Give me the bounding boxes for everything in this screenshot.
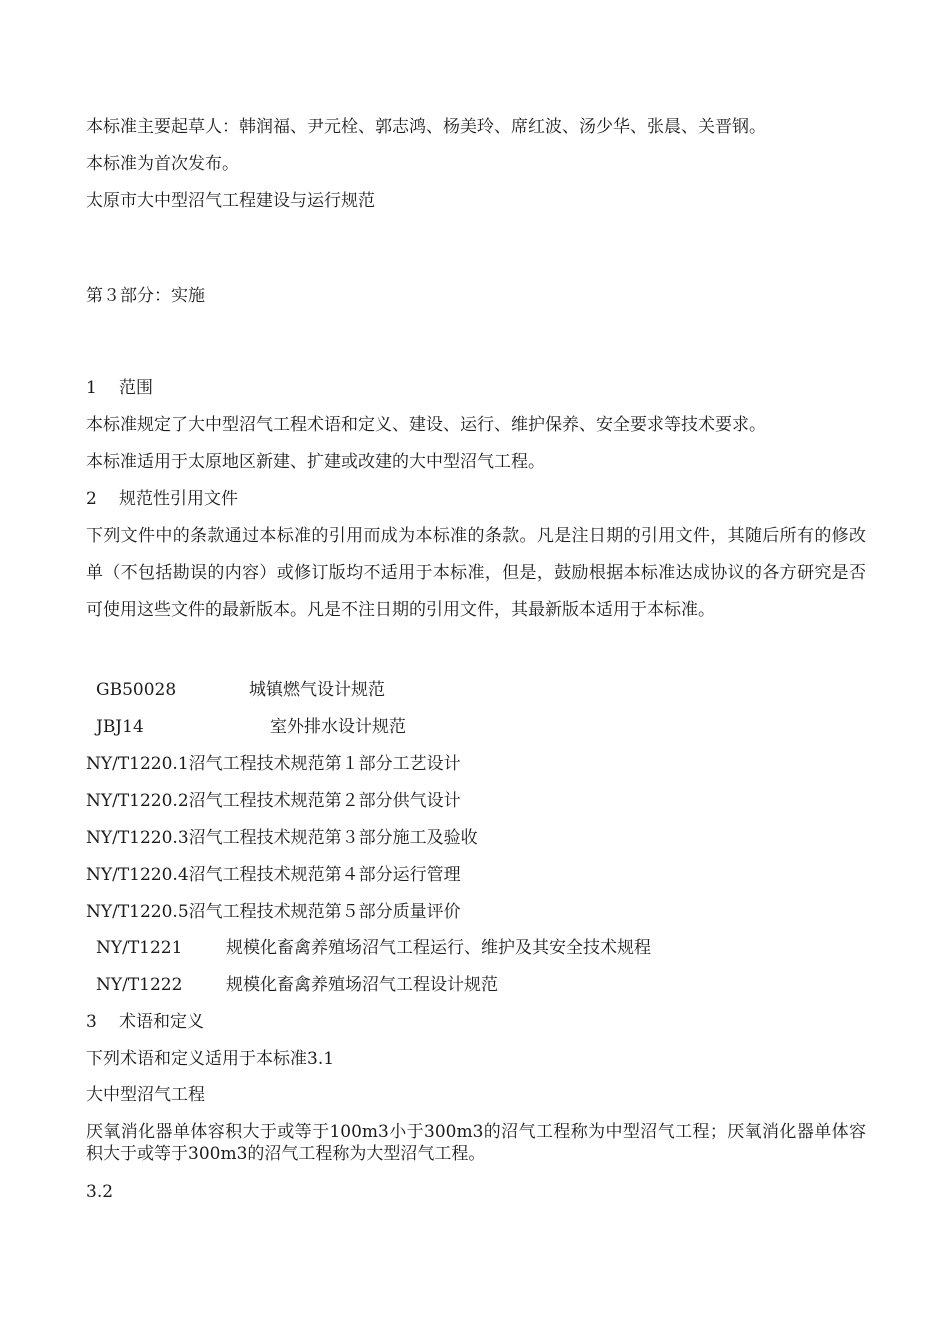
- section-3-heading: [86, 1011, 204, 1033]
- reference-item: NY/T1220.3沼气工程技术规范第３部分施工及验收: [86, 828, 478, 848]
- reference-code: GB50028: [96, 680, 177, 700]
- first-release-line: 本标准为首次发布。: [86, 154, 239, 174]
- section-2-heading: [86, 488, 238, 510]
- reference-item: NY/T1220.2沼气工程技术规范第２部分供气设计: [86, 791, 461, 811]
- section-title: 范围: [119, 378, 153, 398]
- term-definition: 厌氧消化器单体容积大于或等于100m3小于300m3的沼气工程称为中型沼气工程；厌氧消化器单体容积大于或等于300m3的沼气工程称为大型沼气工程。: [86, 1122, 866, 1164]
- reference-name: 室外排水设计规范: [270, 717, 406, 737]
- section-number: 3: [86, 1012, 97, 1032]
- scope-paragraph-2: 本标准适用于太原地区新建、扩建或改建的大中型沼气工程。: [86, 452, 545, 472]
- reference-code: NY/T1222: [96, 975, 183, 995]
- reference-code: JBJ14: [96, 717, 144, 737]
- section-1-heading: [86, 377, 153, 399]
- reference-item: NY/T1220.4沼气工程技术规范第４部分运行管理: [86, 865, 461, 885]
- reference-item: NY/T1220.1沼气工程技术规范第１部分工艺设计: [86, 754, 461, 774]
- section-number: 2: [86, 489, 97, 509]
- next-clause-number: 3.2: [86, 1182, 114, 1202]
- term-name: 大中型沼气工程: [86, 1085, 205, 1105]
- document-title: 太原市大中型沼气工程建设与运行规范: [86, 191, 375, 211]
- reference-name: 规模化畜禽养殖场沼气工程运行、维护及其安全技术规程: [226, 938, 651, 958]
- references-intro-paragraph: 下列文件中的条款通过本标准的引用而成为本标准的条款。凡是注日期的引用文件，其随后所有的修改单（不包括勘误的内容）或修订版均不适用于本标准，但是，鼓励根据本标准达成协议的各方研究是否可使用这些文件的最新版本。凡是不注日期的引用文件，其最新版本适用于本标准。: [86, 526, 866, 620]
- section-title: 规范性引用文件: [119, 489, 238, 509]
- terms-intro-line: 下列术语和定义适用于本标准3.1: [86, 1049, 335, 1069]
- drafters-line: 本标准主要起草人：韩润福、尹元栓、郭志鸿、杨美玲、席红波、汤少华、张晨、关晋钢。: [86, 117, 766, 137]
- reference-item: NY/T1220.5沼气工程技术规范第５部分质量评价: [86, 902, 461, 922]
- scope-paragraph-1: 本标准规定了大中型沼气工程术语和定义、建设、运行、维护保养、安全要求等技术要求。: [86, 415, 766, 435]
- reference-code: NY/T1221: [96, 938, 183, 958]
- part-title: 第３部分：实施: [86, 286, 205, 306]
- reference-name: 城镇燃气设计规范: [249, 680, 385, 700]
- section-number: 1: [86, 378, 97, 398]
- section-title: 术语和定义: [119, 1012, 204, 1032]
- reference-name: 规模化畜禽养殖场沼气工程设计规范: [226, 975, 498, 995]
